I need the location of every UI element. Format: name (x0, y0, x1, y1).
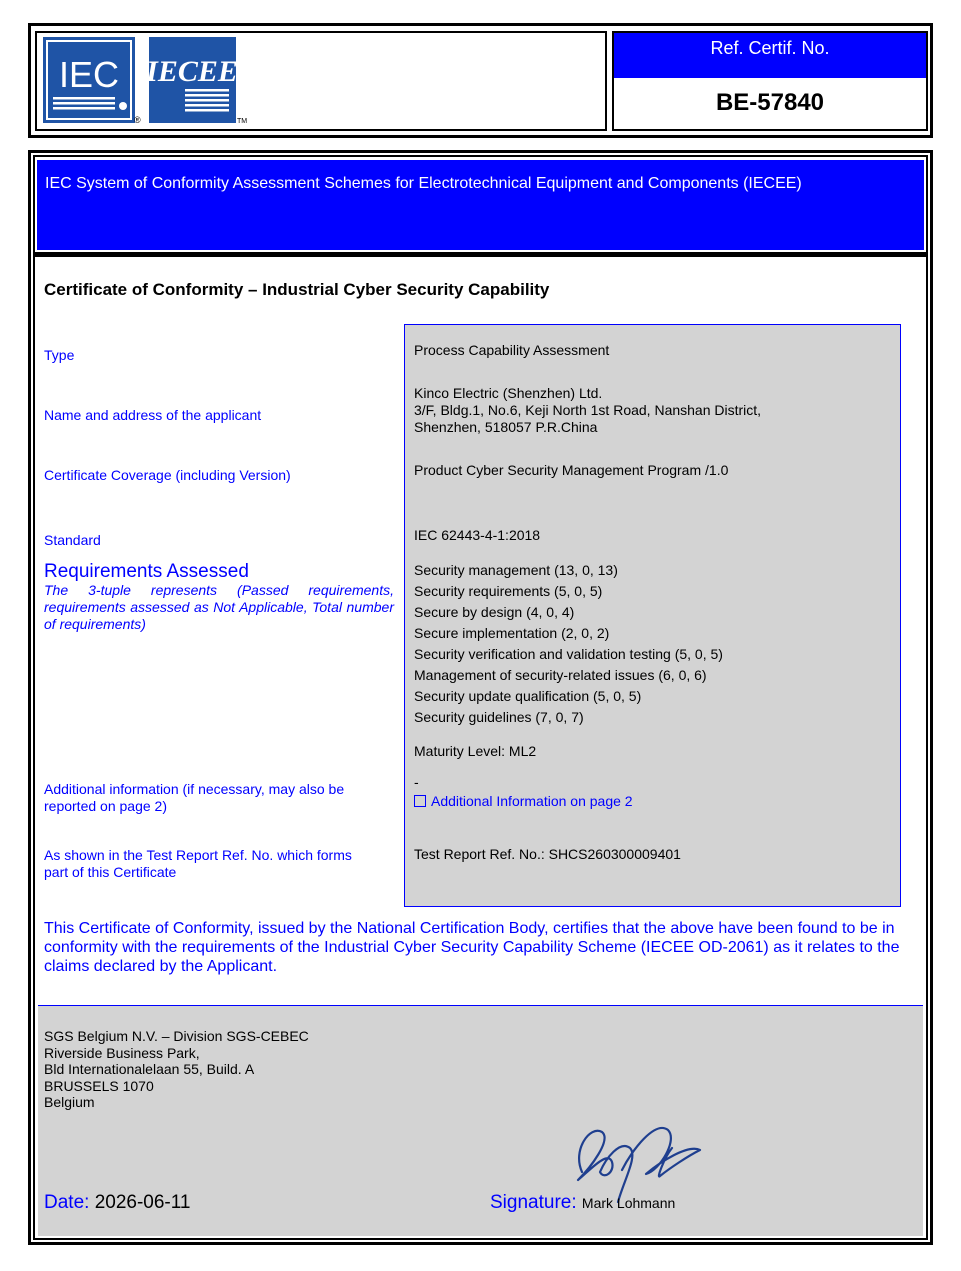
trademark-icon: TM (237, 118, 248, 125)
list-item: Security management (13, 0, 13) (414, 562, 618, 578)
issuer-address-line: Riverside Business Park, (44, 1044, 200, 1061)
list-item: Secure by design (4, 0, 4) (414, 604, 575, 620)
list-item: Security requirements (5, 0, 5) (414, 583, 603, 599)
requirements-note: The 3-tuple represents (Passed requirements, requirements assessed as Not Applicable, Total number of requirements) (44, 582, 394, 632)
applicant-address-line: 3/F, Bldg.1, No.6, Keji North 1st Road, Nanshan District, (414, 402, 762, 418)
applicant-label: Name and address of the applicant (44, 407, 262, 423)
additional-info-checkbox-label: Additional Information on page 2 (431, 793, 633, 809)
requirements-label: Requirements Assessed (44, 561, 249, 582)
type-label: Type (44, 347, 75, 363)
additional-info-checkbox[interactable] (414, 793, 633, 809)
list-item: Security update qualification (5, 0, 5) (414, 688, 642, 704)
divider (35, 252, 926, 257)
checkbox-icon[interactable] (414, 795, 426, 807)
list-item: Security verification and validation testing (5, 0, 5) (414, 646, 723, 662)
iecee-logo-graphic (149, 37, 236, 123)
test-report-label: As shown in the Test Report Ref. No. which forms part of this Certificate (44, 847, 352, 880)
registered-mark-icon: ® (134, 115, 141, 125)
list-item: Secure implementation (2, 0, 2) (414, 625, 610, 641)
iecee-logo-text: IECEE (149, 55, 236, 88)
applicant-address-line: Shenzhen, 518057 P.R.China (414, 419, 598, 435)
requirements-list (414, 560, 723, 728)
issuer-address (44, 1028, 309, 1111)
issuer-name: SGS Belgium N.V. – Division SGS-CEBEC (44, 1028, 309, 1044)
signer-name: Mark Lohmann (581, 1195, 676, 1211)
ref-certif-box (612, 31, 928, 131)
additional-info-dash: - (414, 774, 419, 790)
date (44, 1192, 190, 1214)
additional-info-label: Additional information (if necessary, may also be reported on page 2) (44, 781, 345, 814)
maturity-level: Maturity Level: ML2 (414, 743, 537, 759)
coverage-value: Product Cyber Security Management Program /1.0 (414, 462, 729, 478)
coverage-label: Certificate Coverage (including Version) (44, 467, 291, 483)
certificate-title: Certificate of Conformity – Industrial Cyber Security Capability (44, 280, 550, 299)
iec-logo (43, 37, 135, 123)
standard-value: IEC 62443-4-1:2018 (414, 527, 541, 543)
iec-logo-text: IEC (58, 54, 120, 95)
test-report-value: Test Report Ref. No.: SHCS260300009401 (414, 846, 681, 862)
scheme-title: IEC System of Conformity Assessment Schemes for Electrotechnical Equipment and Components (IECEE) (37, 160, 924, 250)
iecee-logo (149, 37, 236, 123)
issuer-address-line: Bld Internationalelaan 55, Build. A (44, 1061, 255, 1077)
date-value: 2026-06-11 (94, 1192, 191, 1213)
standard-label: Standard (44, 532, 101, 548)
issuer-address-line: Belgium (44, 1094, 95, 1110)
list-item: Management of security-related issues (6, 0, 6) (414, 667, 707, 683)
applicant-value (414, 385, 761, 436)
conformity-statement: This Certificate of Conformity, issued by the National Certification Body, certifies that the above have been found to be in conformity with the requirements of the Industrial Cyber Security Capability Scheme (IECEE OD-2061) as it relates to the claims declared by the Applicant. (44, 920, 900, 975)
list-item: Security guidelines (7, 0, 7) (414, 709, 584, 725)
type-value: Process Capability Assessment (414, 342, 610, 358)
ref-label: Ref. Certif. No. (614, 33, 926, 78)
iec-logo-graphic (43, 37, 135, 123)
date-label: Date: (44, 1192, 90, 1213)
applicant-name: Kinco Electric (Shenzhen) Ltd. (414, 385, 603, 401)
signature (490, 1192, 675, 1214)
issuer-address-line: BRUSSELS 1070 (44, 1077, 154, 1094)
ref-number: BE-57840 (715, 89, 825, 116)
signature-label: Signature: (490, 1192, 577, 1213)
